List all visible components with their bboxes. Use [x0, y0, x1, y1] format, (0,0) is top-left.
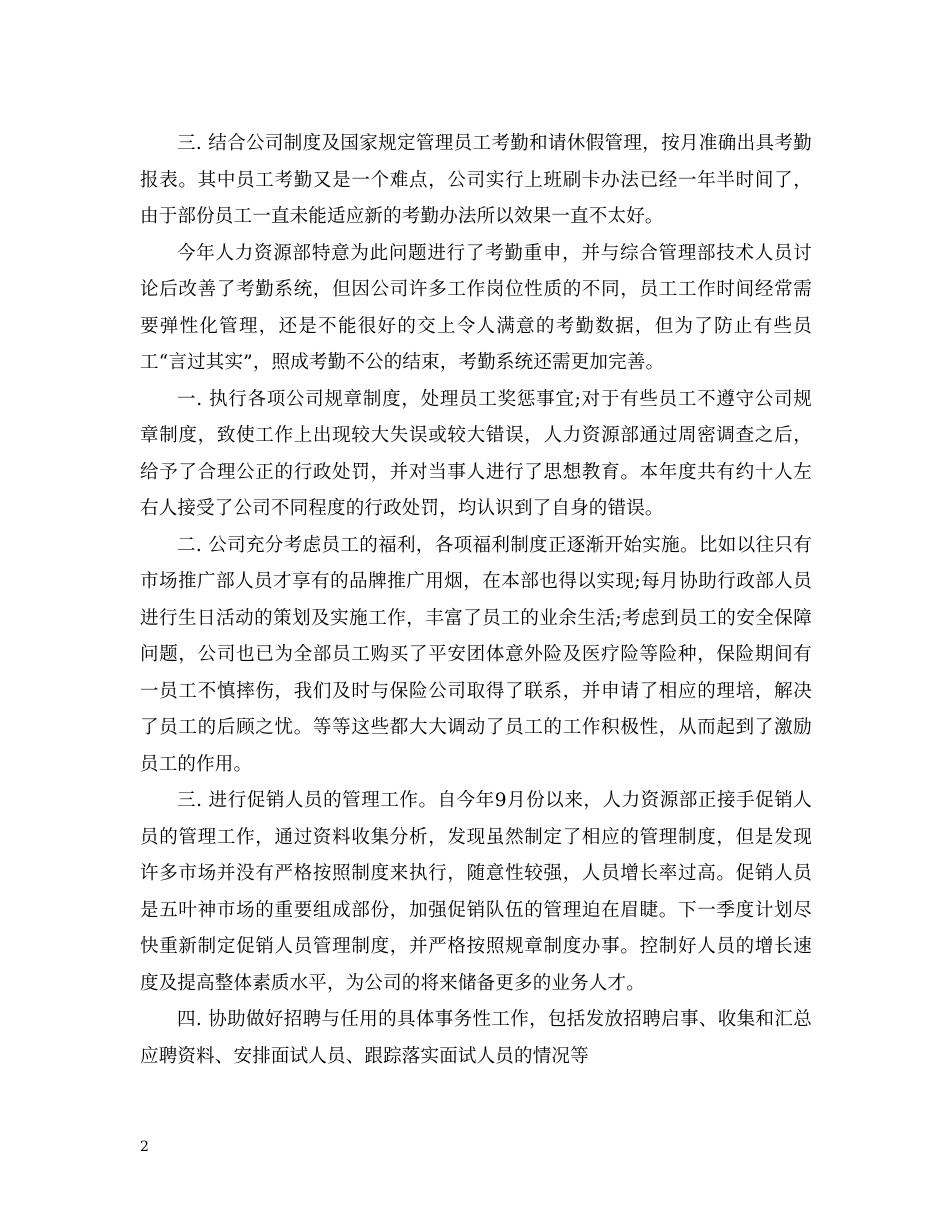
page-number: 2 [140, 1139, 149, 1155]
paragraph-rules-discipline: 一. 执行各项公司规章制度，处理员工奖惩事宜;对于有些员工不遵守公司规章制度，致使工作上出现较大失误或较大错误，人力资源部通过周密调查之后，给予了合理公正的行政处罚，并对当事人进行了思想教育。本年度共有约十人左右人接受了公司不同程度的行政处罚，均认识到了自身的错误。 [140, 388, 812, 519]
paragraph-employee-welfare: 二. 公司充分考虑员工的福利，各项福利制度正逐渐开始实施。比如以往只有市场推广部人员才享有的品牌推广用烟，在本部也得以实现;每月协助行政部人员进行生日活动的策划及实施工作，丰富了员工的业余生活;考虑到员工的安全保障问题，公司也已为全部员工购买了平安团体意外险及医疗险等险种，保险期间有一员工不慎摔伤，我们及时与保险公司取得了联系，并申请了相应的理培，解决了员工的后顾之忧。等等这些都大大调动了员工的工作积极性，从而起到了激励员工的作用。 [140, 534, 812, 775]
paragraph-attendance: 三. 结合公司制度及国家规定管理员工考勤和请休假管理，按月准确出具考勤报表。其中员工考勤又是一个难点，公司实行上班刷卡办法已经一年半时间了，由于部份员工一直未能适应新的考勤办法所以效果一直不太好。 [140, 133, 812, 227]
paragraph-attendance-system: 今年人力资源部特意为此问题进行了考勤重申，并与综合管理部技术人员讨论后改善了考勤系统，但因公司许多工作岗位性质的不同，员工工作时间经常需要弹性化管理，还是不能很好的交上令人满意的考勤数据，但为了防止有些员工“言过其实”，照成考勤不公的结束，考勤系统还需更加完善。 [140, 242, 812, 373]
paragraph-promoter-management: 三. 进行促销人员的管理工作。自今年9月份以来，人力资源部正接手促销人员的管理工作，通过资料收集分析，发现虽然制定了相应的管理制度，但是发现许多市场并没有严格按照制度来执行，随意性较强，人员增长率过高。促销人员是五叶神市场的重要组成部份，加强促销队伍的管理迫在眉睫。下一季度计划尽快重新制定促销人员管理制度，并严格按照规章制度办事。控制好人员的增长速度及提高整体素质水平，为公司的将来储备更多的业务人才。 [140, 790, 812, 994]
paragraph-recruitment: 四. 协助做好招聘与任用的具体事务性工作，包括发放招聘启事、收集和汇总应聘资料、安排面试人员、跟踪落实面试人员的情况等 [140, 1009, 812, 1067]
document-body [140, 126, 812, 1075]
